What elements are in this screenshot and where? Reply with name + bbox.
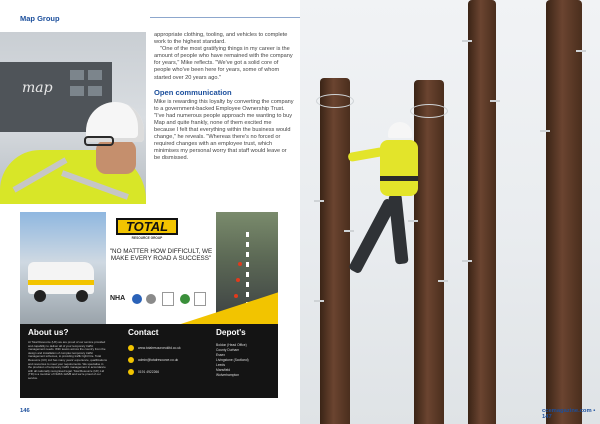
telegraph-pole bbox=[546, 0, 582, 424]
traffic-cone bbox=[234, 294, 238, 298]
header-rule bbox=[150, 17, 300, 18]
traffic-cone bbox=[236, 278, 240, 282]
total-resource-advert bbox=[20, 212, 278, 398]
van-photo bbox=[20, 212, 106, 324]
about-title: About us? bbox=[28, 328, 69, 337]
contact-phone[interactable]: 0191 4922266 bbox=[138, 370, 160, 374]
pole-step bbox=[462, 40, 472, 42]
depot-item: Leeds bbox=[216, 363, 225, 367]
accreditation-logo bbox=[194, 292, 206, 306]
advert-info-panel bbox=[20, 324, 278, 398]
article-body bbox=[154, 32, 294, 163]
article-paragraph: appropriate clothing, tooling, and vehicles to complete work to the highest standard. bbox=[154, 32, 288, 46]
depot-item: Livingstone (Scotland) bbox=[216, 358, 249, 362]
pole-step bbox=[490, 100, 500, 102]
pole-step bbox=[408, 220, 418, 222]
contact-title: Contact bbox=[128, 328, 159, 337]
accreditation-logos bbox=[110, 288, 214, 314]
contact-website[interactable]: www.totalresourceukltd.co.uk bbox=[138, 346, 181, 350]
hi-vis-jacket bbox=[380, 140, 418, 196]
telegraph-pole bbox=[468, 0, 496, 424]
accreditation-logo bbox=[162, 292, 174, 306]
climber-helmet bbox=[388, 122, 412, 138]
telegraph-pole bbox=[414, 80, 444, 424]
email-icon bbox=[128, 357, 134, 363]
worker-photo-left bbox=[0, 32, 146, 204]
depot-item: Mansfield bbox=[216, 368, 231, 372]
depot-item: Boldon (Head Office) bbox=[216, 343, 247, 347]
phone-icon bbox=[128, 369, 134, 375]
window bbox=[70, 70, 84, 80]
running-head: Map Group bbox=[20, 14, 60, 23]
page-number-left: 146 bbox=[20, 408, 30, 414]
traffic-cone bbox=[238, 262, 242, 266]
safety-glasses bbox=[84, 136, 114, 146]
about-text: At Total Resource (UK) we are proud of our service provided and capability to deliver all of your temporary traffic management needs. With teams across the country from the design and installation of complex temporary traffic management schemes, to providing traffic light hire. Total Resource (UK) Ltd has many years' experience, qualifications and resources to meet your requirements. We specialise in the provision of temporary traffic management in accordance with all nationally recognised legal. Total Resource (UK) Ltd (TR) is a member of NHSS 12A/B and we're proud of our service. bbox=[28, 340, 107, 380]
climbing-harness bbox=[380, 176, 418, 181]
pole-step bbox=[314, 300, 324, 302]
pole-step bbox=[344, 230, 354, 232]
accreditation-logo bbox=[132, 294, 142, 304]
window bbox=[88, 86, 102, 96]
window bbox=[70, 86, 84, 96]
van-wheel bbox=[76, 290, 88, 302]
map-building-sign: map bbox=[22, 80, 53, 96]
pole-ring bbox=[410, 104, 448, 118]
total-logo: TOTAL bbox=[116, 218, 178, 235]
depot-item: Essex bbox=[216, 353, 225, 357]
pole-step bbox=[314, 200, 324, 202]
total-logo-subtitle: RESOURCE GROUP bbox=[131, 236, 163, 240]
contact-email[interactable]: admin@totalresource.co.uk bbox=[138, 358, 179, 362]
pole-step bbox=[576, 50, 586, 52]
telegraph-pole bbox=[320, 78, 350, 424]
worker-leg bbox=[388, 194, 408, 265]
article-subheading: Open communication bbox=[154, 87, 232, 97]
window bbox=[88, 70, 102, 80]
pole-step bbox=[540, 130, 550, 132]
accreditation-logo bbox=[180, 294, 190, 304]
pole-step bbox=[438, 280, 448, 282]
van-livery-stripe bbox=[28, 280, 94, 285]
accreditation-logo bbox=[146, 294, 156, 304]
article-paragraph: "One of the most gratifying things in my career is the amount of people who have remained with the company for years," Mike reflects. "We've got a solid core of people who've been here for years, some of whom started over 20 years ago." bbox=[154, 46, 293, 81]
depot-item: Wolverhampton bbox=[216, 373, 240, 377]
globe-icon bbox=[128, 345, 134, 351]
pole-ring bbox=[316, 94, 354, 108]
advert-slogan: "NO MATTER HOW DIFFICULT, WE MAKE EVERY ROAD A SUCCESS" bbox=[109, 248, 213, 263]
depot-item: County Durham bbox=[216, 348, 240, 352]
van-wheel bbox=[34, 290, 46, 302]
page-number-right: ccemagazine.com • 147 bbox=[542, 408, 596, 420]
depots-title: Depot's bbox=[216, 328, 246, 337]
pole-step bbox=[462, 260, 472, 262]
article-paragraph: Mike is rewarding this loyalty by converting the company to a government-backed Employee Ownership Trust. "I've had numerous people approach me wanting to buy Map and quite frankly, none of them excited me because I felt that everything within the business would change," he reveals. "Whereas there's no forced or required changes with an employee trust, which minimises my personal worry that staff would leave or be dismissed. bbox=[154, 98, 294, 162]
right-page-photo bbox=[300, 0, 600, 424]
advert-top-panel bbox=[20, 212, 278, 324]
nha-logo: NHA bbox=[110, 295, 126, 302]
worker-arm bbox=[347, 147, 384, 162]
